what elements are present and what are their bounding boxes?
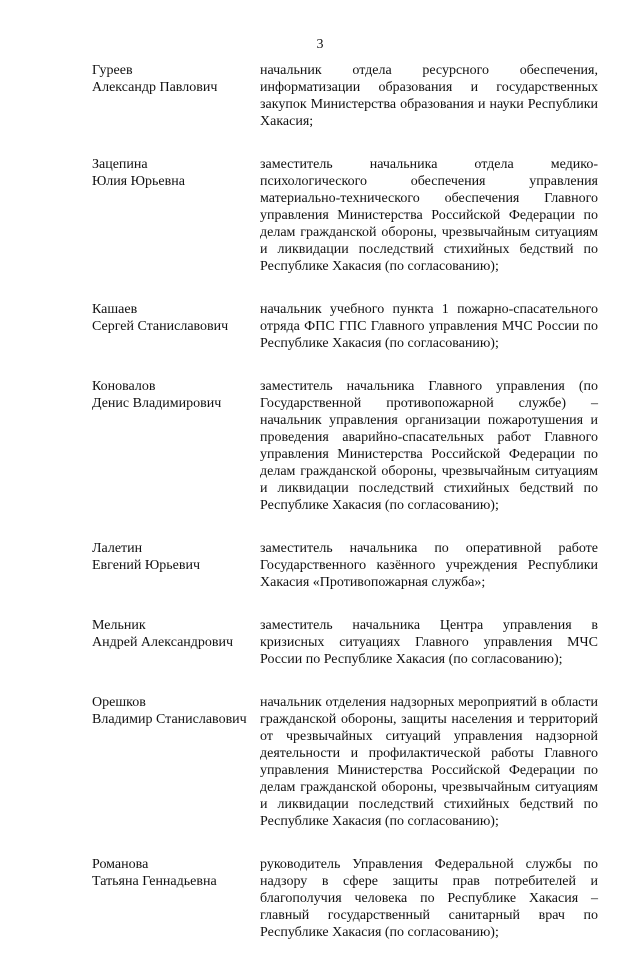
surname: Романова <box>92 857 149 872</box>
list-item <box>92 378 598 514</box>
position-description: заместитель начальника по оперативной работе Государственного казённого учреждения Республики Хакасия «Противопожарная служба»; <box>260 541 598 590</box>
list-item <box>92 540 598 591</box>
position-description: заместитель начальника Главного управления (по Государственной противопожарной службе) – начальник управления организации пожаротушения и проведения аварийно-спасательных работ Главного управления Министерства Российской Федерации по делам гражданской обороны, чрезвычайным ситуациям и ликвидации последствий стихийных бедствий по Республике Хакасия (по согласованию); <box>260 379 598 513</box>
given-names: Андрей Александрович <box>92 635 234 650</box>
position-description: заместитель начальника отдела медико-психологического обеспечения управления материально-технического обеспечения Главного управления Министерства Российской Федерации по делам гражданской обороны, чрезвычайным ситуациям и ликвидации последствий стихийных бедствий по Республике Хакасия (по согласованию); <box>260 157 598 274</box>
position-description: руководитель Управления Федеральной службы по надзору в сфере защиты прав потребителей и благополучия человека по Республике Хакасия – главный государственный санитарный врач по Республике Хакасия (по согласованию); <box>260 857 598 940</box>
given-names: Татьяна Геннадьевна <box>92 874 217 889</box>
given-names: Владимир Станиславович <box>92 712 247 727</box>
list-item <box>92 62 598 130</box>
surname: Орешков <box>92 695 146 710</box>
person-name <box>92 856 260 941</box>
surname: Зацепина <box>92 157 148 172</box>
given-names: Юлия Юрьевна <box>92 174 185 189</box>
person-name <box>92 301 260 352</box>
person-name <box>92 62 260 130</box>
list-item <box>92 617 598 668</box>
person-name <box>92 156 260 275</box>
page-number: 3 <box>316 37 324 52</box>
list-item <box>92 156 598 275</box>
position-description: начальник учебного пункта 1 пожарно-спасательного отряда ФПС ГПС Главного управления МЧС России по Республике Хакасия (по согласованию); <box>260 302 598 351</box>
surname: Гуреев <box>92 63 133 78</box>
surname: Мельник <box>92 618 146 633</box>
person-name <box>92 378 260 514</box>
member-list <box>92 62 598 967</box>
position-description: начальник отдела ресурсного обеспечения, информатизации образования и государственных закупок Министерства образования и науки Республики Хакасия; <box>260 63 598 129</box>
list-item <box>92 694 598 830</box>
given-names: Евгений Юрьевич <box>92 558 201 573</box>
person-name <box>92 694 260 830</box>
surname: Кашаев <box>92 302 138 317</box>
position-description: начальник отделения надзорных мероприятий в области гражданской обороны, защиты населения и территорий от чрезвычайных ситуаций управления надзорной деятельности и профилактической работы Главного управления Министерства Российской Федерации по делам гражданской обороны, чрезвычайным ситуациям и ликвидации последствий стихийных бедствий по Республике Хакасия (по согласованию); <box>260 695 598 829</box>
surname: Лалетин <box>92 541 143 556</box>
given-names: Денис Владимирович <box>92 396 222 411</box>
surname: Коновалов <box>92 379 156 394</box>
given-names: Сергей Станиславович <box>92 319 229 334</box>
position-description: заместитель начальника Центра управления в кризисных ситуациях Главного управления МЧС России по Республике Хакасия (по согласованию); <box>260 618 598 667</box>
person-name <box>92 540 260 591</box>
given-names: Александр Павлович <box>92 80 218 95</box>
list-item <box>92 301 598 352</box>
person-name <box>92 617 260 668</box>
list-item <box>92 856 598 941</box>
